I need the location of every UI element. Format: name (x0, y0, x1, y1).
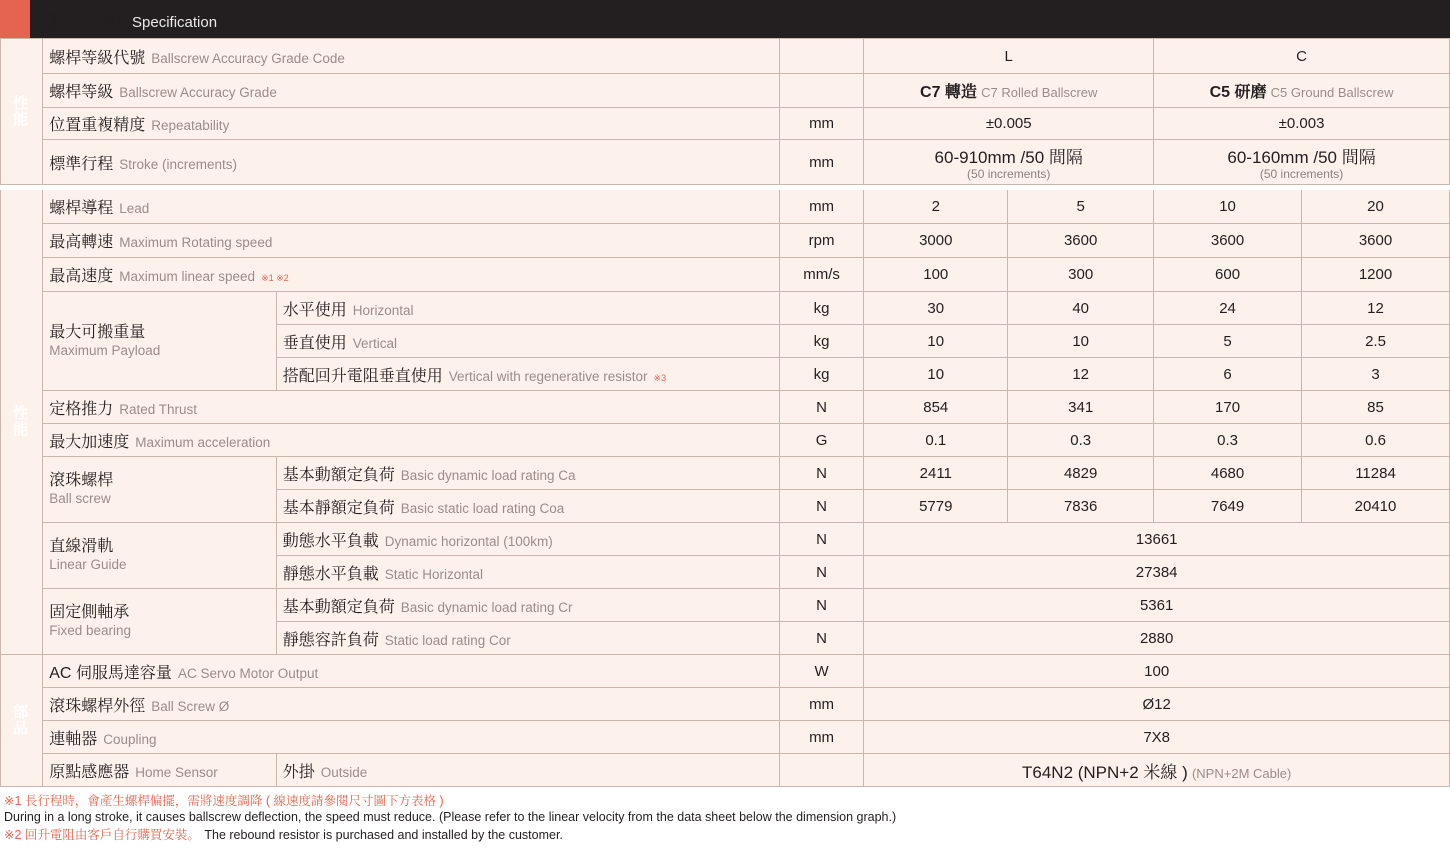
value-stroke-right: 60-160mm /50 間隔 (50 increments) (1154, 140, 1450, 185)
footnote-1-en: During in a long stroke, it causes ballscrew deflection, the speed must reduce. (Please refer to the linear velocity from the data sheet below the dimension graph.) (4, 810, 897, 824)
table-row (1, 74, 1450, 108)
unit-lg-static: N (779, 556, 864, 589)
unit-max-rpm: rpm (779, 224, 864, 258)
page-title-zh: 基本仕樣 (44, 10, 125, 32)
row-label-fixed-bearing: 固定側軸承 Fixed bearing (43, 589, 276, 655)
table-row (1, 391, 1450, 424)
table-row (1, 589, 1450, 622)
table-row (1, 224, 1450, 258)
unit-bs-dynamic: N (779, 457, 864, 490)
value-grade-left: C7 轉造 C7 Rolled Ballscrew (864, 74, 1154, 108)
value-lg-dynamic: 13661 (864, 523, 1450, 556)
row-label-lg-dynamic: 動態水平負載 Dynamic horizontal (100km) (276, 523, 779, 556)
value-grade-right: C5 研磨 C5 Ground Ballscrew (1154, 74, 1450, 108)
footnote-2-zh: ※2 回升電阻由客戶自行購買安裝。 (4, 828, 200, 842)
value-thrust-3: 170 (1154, 391, 1302, 424)
row-label-grade-code: 螺桿等級代號 Ballscrew Accuracy Grade Code (43, 39, 780, 74)
value-max-speed-4: 1200 (1302, 258, 1450, 292)
table-row (1, 457, 1450, 490)
value-payload-v-4: 2.5 (1302, 325, 1450, 358)
row-label-bs-dynamic: 基本動額定負荷 Basic dynamic load rating Ca (276, 457, 779, 490)
page-title (36, 6, 217, 33)
value-fb-dynamic: 5361 (864, 589, 1450, 622)
unit-lg-dynamic: N (779, 523, 864, 556)
unit-coupling: mm (779, 721, 864, 754)
unit-max-acceleration: G (779, 424, 864, 457)
unit-rated-thrust: N (779, 391, 864, 424)
unit-lead: mm (779, 190, 864, 224)
footnote-marker: ※1 ※2 (261, 273, 289, 283)
table-row (1, 292, 1450, 325)
row-label-repeatability: 位置重複精度 Repeatability (43, 108, 780, 140)
value-thrust-2: 341 (1008, 391, 1154, 424)
row-label-max-rpm: 最高轉速 Maximum Rotating speed (43, 224, 780, 258)
grade-header-left: L (864, 39, 1154, 74)
row-label-ballscrew: 滾珠螺桿 Ball screw (43, 457, 276, 523)
value-stroke-left: 60-910mm /50 間隔 (50 increments) (864, 140, 1154, 185)
row-label-screw-diameter: 滾珠螺桿外徑 Ball Screw Ø (43, 688, 780, 721)
unit-payload-horizontal: kg (779, 292, 864, 325)
table-row (1, 754, 1450, 787)
value-coupling: 7X8 (864, 721, 1450, 754)
accent-swatch (0, 0, 30, 38)
value-bs-dyn-1: 2411 (864, 457, 1008, 490)
unit-motor: W (779, 655, 864, 688)
table-row (1, 108, 1450, 140)
unit-repeatability: mm (779, 108, 864, 140)
value-payload-vr-2: 12 (1008, 358, 1154, 391)
unit-screw-diameter: mm (779, 688, 864, 721)
footnote-2 (4, 825, 1450, 845)
value-max-rpm-1: 3000 (864, 224, 1008, 258)
specification-table (0, 38, 1450, 787)
value-payload-vr-4: 3 (1302, 358, 1450, 391)
value-max-rpm-4: 3600 (1302, 224, 1450, 258)
unit-fb-static: N (779, 622, 864, 655)
unit-bs-static: N (779, 490, 864, 523)
row-label-payload: 最大可搬重量 Maximum Payload (43, 292, 276, 391)
value-accel-2: 0.3 (1008, 424, 1154, 457)
value-max-speed-1: 100 (864, 258, 1008, 292)
value-max-rpm-2: 3600 (1008, 224, 1154, 258)
value-max-rpm-3: 3600 (1154, 224, 1302, 258)
value-bs-dyn-4: 11284 (1302, 457, 1450, 490)
value-accel-4: 0.6 (1302, 424, 1450, 457)
value-lead-1: 2 (864, 190, 1008, 224)
row-label-motor: AC 伺服馬達容量 AC Servo Motor Output (43, 655, 780, 688)
footnote-2-en: The rebound resistor is purchased and installed by the customer. (204, 828, 563, 842)
value-motor: 100 (864, 655, 1450, 688)
row-label-fb-static: 靜態容許負荷 Static load rating Cor (276, 622, 779, 655)
table-row (1, 424, 1450, 457)
value-payload-h-3: 24 (1154, 292, 1302, 325)
row-label-payload-vertical: 垂直使用 Vertical (276, 325, 779, 358)
row-label-rated-thrust: 定格推力 Rated Thrust (43, 391, 780, 424)
value-home-sensor: T64N2 (NPN+2 米線 ) (NPN+2M Cable) (864, 754, 1450, 787)
value-thrust-1: 854 (864, 391, 1008, 424)
row-label-max-acceleration: 最大加速度 Maximum acceleration (43, 424, 780, 457)
value-lg-static: 27384 (864, 556, 1450, 589)
value-repeatability-left: ±0.005 (864, 108, 1154, 140)
row-label-home-sensor-outside: 外掛 Outside (276, 754, 779, 787)
value-bs-sta-2: 7836 (1008, 490, 1154, 523)
value-bs-sta-3: 7649 (1154, 490, 1302, 523)
value-payload-v-2: 10 (1008, 325, 1154, 358)
footnotes (0, 787, 1450, 845)
section-label-performance-2: 性能 (1, 190, 43, 655)
page-header (0, 0, 1450, 38)
value-payload-h-1: 30 (864, 292, 1008, 325)
unit-home-sensor (779, 754, 864, 787)
value-payload-vr-3: 6 (1154, 358, 1302, 391)
section-label-performance-1: 性能 (1, 39, 43, 185)
section-label-parts: 部品 (1, 655, 43, 787)
value-bs-sta-1: 5779 (864, 490, 1008, 523)
table-row (1, 39, 1450, 74)
value-accel-3: 0.3 (1154, 424, 1302, 457)
value-lead-4: 20 (1302, 190, 1450, 224)
value-payload-v-1: 10 (864, 325, 1008, 358)
value-payload-v-3: 5 (1154, 325, 1302, 358)
row-label-payload-horizontal: 水平使用 Horizontal (276, 292, 779, 325)
value-accel-1: 0.1 (864, 424, 1008, 457)
row-label-lead: 螺桿導程 Lead (43, 190, 780, 224)
grade-header-right: C (1154, 39, 1450, 74)
value-fb-static: 2880 (864, 622, 1450, 655)
table-row (1, 190, 1450, 224)
value-screw-diameter: Ø12 (864, 688, 1450, 721)
footnote-marker: ※3 (653, 372, 667, 383)
footnote-1-zh: ※1 長行程時，會產生螺桿偏擺，需將速度調降 ( 線速度請參閱尺寸圖下方表格 ) (4, 794, 444, 808)
row-label-linear-guide: 直線滑軌 Linear Guide (43, 523, 276, 589)
row-label-bs-static: 基本靜額定負荷 Basic static load rating Coa (276, 490, 779, 523)
value-payload-h-4: 12 (1302, 292, 1450, 325)
value-bs-sta-4: 20410 (1302, 490, 1450, 523)
value-payload-vr-1: 10 (864, 358, 1008, 391)
value-thrust-4: 85 (1302, 391, 1450, 424)
table-row (1, 140, 1450, 185)
value-bs-dyn-2: 4829 (1008, 457, 1154, 490)
row-label-payload-vertical-regen: 搭配回升電阻垂直使用 Vertical with regenerative resistor ※3 (276, 358, 779, 391)
value-lead-2: 5 (1008, 190, 1154, 224)
value-repeatability-right: ±0.003 (1154, 108, 1450, 140)
unit-grade (779, 74, 864, 108)
value-bs-dyn-3: 4680 (1154, 457, 1302, 490)
table-row (1, 721, 1450, 754)
row-label-home-sensor: 原點感應器 Home Sensor (43, 754, 276, 787)
unit-grade-code (779, 39, 864, 74)
value-max-speed-3: 600 (1154, 258, 1302, 292)
value-max-speed-2: 300 (1008, 258, 1154, 292)
unit-fb-dynamic: N (779, 589, 864, 622)
row-label-max-speed: 最高速度 Maximum linear speed ※1 ※2 (43, 258, 780, 292)
row-label-grade: 螺桿等級 Ballscrew Accuracy Grade (43, 74, 780, 108)
row-label-coupling: 連軸器 Coupling (43, 721, 780, 754)
row-label-lg-static: 靜態水平負載 Static Horizontal (276, 556, 779, 589)
table-row (1, 258, 1450, 292)
unit-payload-vertical-regen: kg (779, 358, 864, 391)
unit-stroke: mm (779, 140, 864, 185)
unit-max-speed: mm/s (779, 258, 864, 292)
unit-payload-vertical: kg (779, 325, 864, 358)
page-title-en: Specification (132, 13, 218, 31)
value-lead-3: 10 (1154, 190, 1302, 224)
value-payload-h-2: 40 (1008, 292, 1154, 325)
table-row (1, 655, 1450, 688)
table-row (1, 523, 1450, 556)
row-label-fb-dynamic: 基本動額定負荷 Basic dynamic load rating Cr (276, 589, 779, 622)
row-label-stroke: 標準行程 Stroke (increments) (43, 140, 780, 185)
table-row (1, 688, 1450, 721)
